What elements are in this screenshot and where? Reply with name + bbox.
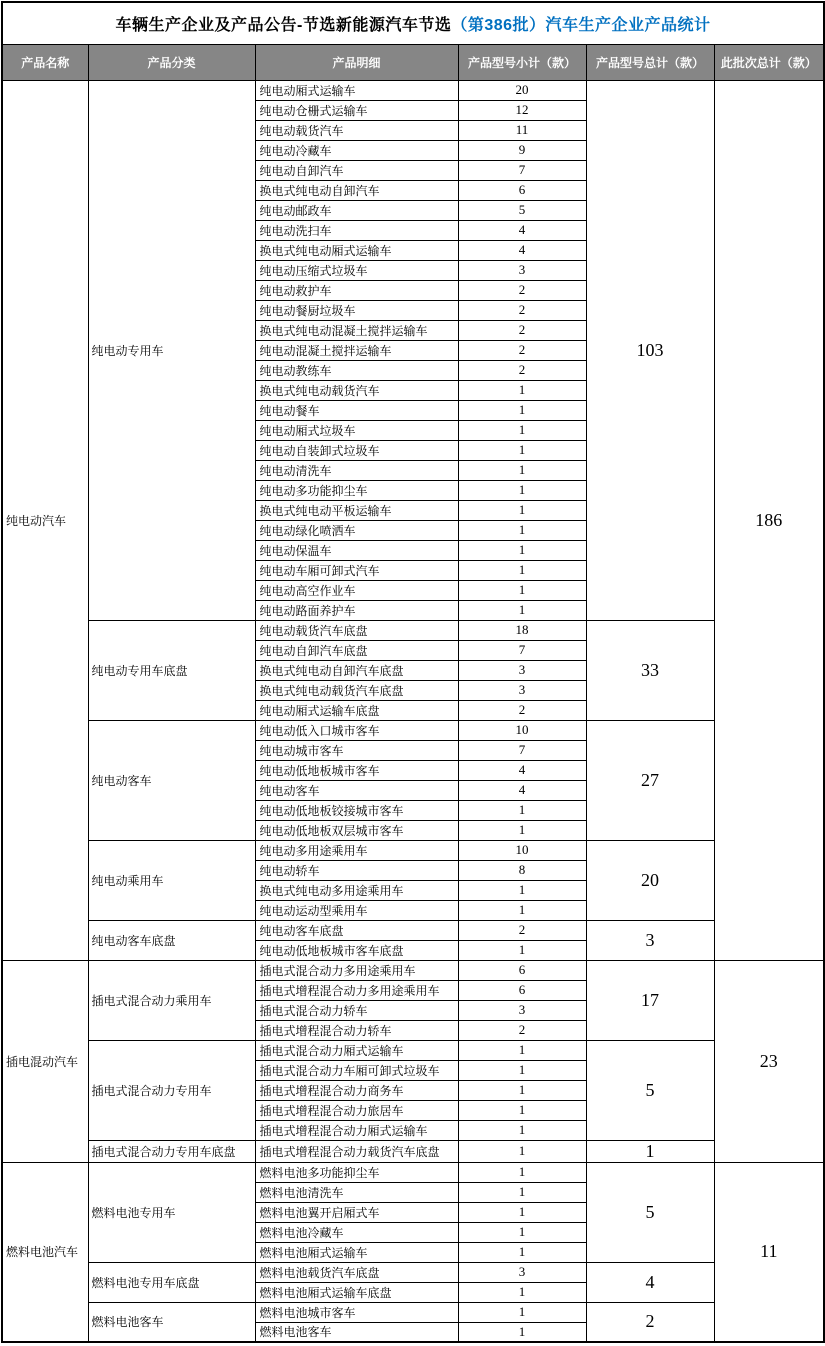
batch-total-cell: 23 bbox=[714, 960, 824, 1162]
category-total-cell: 27 bbox=[586, 720, 714, 840]
detail-cell: 纯电动多用途乘用车 bbox=[255, 840, 458, 860]
model-subtotal-cell: 4 bbox=[458, 220, 586, 240]
column-header-batch-total: 此批次总计（款） bbox=[714, 44, 824, 80]
category-cell: 燃料电池客车 bbox=[88, 1302, 255, 1342]
category-cell: 燃料电池专用车底盘 bbox=[88, 1262, 255, 1302]
model-subtotal-cell: 2 bbox=[458, 340, 586, 360]
detail-cell: 插电式增程混合动力旅居车 bbox=[255, 1100, 458, 1120]
detail-cell: 纯电动厢式垃圾车 bbox=[255, 420, 458, 440]
model-subtotal-cell: 1 bbox=[458, 500, 586, 520]
column-header-product-name: 产品名称 bbox=[2, 44, 88, 80]
model-subtotal-cell: 3 bbox=[458, 1262, 586, 1282]
model-subtotal-cell: 9 bbox=[458, 140, 586, 160]
product-name-cell: 纯电动汽车 bbox=[2, 80, 88, 960]
detail-cell: 纯电动厢式运输车底盘 bbox=[255, 700, 458, 720]
detail-cell: 纯电动低地板城市客车 bbox=[255, 760, 458, 780]
column-header-model-total: 产品型号总计（款） bbox=[586, 44, 714, 80]
model-subtotal-cell: 1 bbox=[458, 1060, 586, 1080]
model-subtotal-cell: 1 bbox=[458, 1242, 586, 1262]
detail-cell: 换电式纯电动厢式运输车 bbox=[255, 240, 458, 260]
table-row bbox=[2, 1140, 824, 1162]
model-subtotal-cell: 1 bbox=[458, 580, 586, 600]
category-cell: 纯电动专用车底盘 bbox=[88, 620, 255, 720]
detail-cell: 纯电动低地板铰接城市客车 bbox=[255, 800, 458, 820]
detail-cell: 纯电动低地板双层城市客车 bbox=[255, 820, 458, 840]
product-name-cell: 燃料电池汽车 bbox=[2, 1162, 88, 1342]
detail-cell: 纯电动自装卸式垃圾车 bbox=[255, 440, 458, 460]
detail-cell: 换电式纯电动载货汽车 bbox=[255, 380, 458, 400]
detail-cell: 插电式增程混合动力商务车 bbox=[255, 1080, 458, 1100]
detail-cell: 纯电动城市客车 bbox=[255, 740, 458, 760]
model-subtotal-cell: 7 bbox=[458, 640, 586, 660]
model-subtotal-cell: 3 bbox=[458, 660, 586, 680]
model-subtotal-cell: 11 bbox=[458, 120, 586, 140]
category-cell: 纯电动客车 bbox=[88, 720, 255, 840]
model-subtotal-cell: 2 bbox=[458, 300, 586, 320]
detail-cell: 纯电动自卸汽车 bbox=[255, 160, 458, 180]
model-subtotal-cell: 18 bbox=[458, 620, 586, 640]
detail-cell: 插电式增程混合动力多用途乘用车 bbox=[255, 980, 458, 1000]
model-subtotal-cell: 2 bbox=[458, 700, 586, 720]
model-subtotal-cell: 3 bbox=[458, 680, 586, 700]
detail-cell: 燃料电池厢式运输车 bbox=[255, 1242, 458, 1262]
model-subtotal-cell: 10 bbox=[458, 720, 586, 740]
detail-cell: 插电式混合动力厢式运输车 bbox=[255, 1040, 458, 1060]
model-subtotal-cell: 1 bbox=[458, 1100, 586, 1120]
model-subtotal-cell: 1 bbox=[458, 800, 586, 820]
detail-cell: 燃料电池冷藏车 bbox=[255, 1222, 458, 1242]
detail-cell: 纯电动冷藏车 bbox=[255, 140, 458, 160]
category-cell: 燃料电池专用车 bbox=[88, 1162, 255, 1262]
model-subtotal-cell: 1 bbox=[458, 1222, 586, 1242]
table-row bbox=[2, 620, 824, 640]
model-subtotal-cell: 20 bbox=[458, 80, 586, 100]
detail-cell: 纯电动车厢可卸式汽车 bbox=[255, 560, 458, 580]
detail-cell: 换电式纯电动混凝土搅拌运输车 bbox=[255, 320, 458, 340]
category-total-cell: 33 bbox=[586, 620, 714, 720]
table-row bbox=[2, 1162, 824, 1182]
detail-cell: 纯电动绿化喷洒车 bbox=[255, 520, 458, 540]
model-subtotal-cell: 1 bbox=[458, 940, 586, 960]
category-total-cell: 20 bbox=[586, 840, 714, 920]
table-row bbox=[2, 920, 824, 940]
category-cell: 插电式混合动力专用车底盘 bbox=[88, 1140, 255, 1162]
model-subtotal-cell: 1 bbox=[458, 1080, 586, 1100]
model-subtotal-cell: 7 bbox=[458, 740, 586, 760]
model-subtotal-cell: 1 bbox=[458, 1162, 586, 1182]
column-header-model-subtotal: 产品型号小计（款） bbox=[458, 44, 586, 80]
title-row bbox=[2, 2, 824, 44]
model-subtotal-cell: 1 bbox=[458, 480, 586, 500]
model-subtotal-cell: 1 bbox=[458, 1322, 586, 1342]
detail-cell: 纯电动低地板城市客车底盘 bbox=[255, 940, 458, 960]
detail-cell: 纯电动载货汽车 bbox=[255, 120, 458, 140]
category-total-cell: 3 bbox=[586, 920, 714, 960]
category-cell: 纯电动乘用车 bbox=[88, 840, 255, 920]
category-cell: 插电式混合动力专用车 bbox=[88, 1040, 255, 1140]
model-subtotal-cell: 4 bbox=[458, 760, 586, 780]
detail-cell: 纯电动仓栅式运输车 bbox=[255, 100, 458, 120]
batch-total-cell: 11 bbox=[714, 1162, 824, 1342]
model-subtotal-cell: 3 bbox=[458, 260, 586, 280]
model-subtotal-cell: 1 bbox=[458, 540, 586, 560]
model-subtotal-cell: 1 bbox=[458, 460, 586, 480]
model-subtotal-cell: 1 bbox=[458, 400, 586, 420]
detail-cell: 插电式混合动力轿车 bbox=[255, 1000, 458, 1020]
detail-cell: 纯电动自卸汽车底盘 bbox=[255, 640, 458, 660]
model-subtotal-cell: 3 bbox=[458, 1000, 586, 1020]
model-subtotal-cell: 2 bbox=[458, 920, 586, 940]
detail-cell: 换电式纯电动多用途乘用车 bbox=[255, 880, 458, 900]
column-header-product-detail: 产品明细 bbox=[255, 44, 458, 80]
detail-cell: 燃料电池客车 bbox=[255, 1322, 458, 1342]
detail-cell: 换电式纯电动平板运输车 bbox=[255, 500, 458, 520]
table-row bbox=[2, 840, 824, 860]
category-total-cell: 103 bbox=[586, 80, 714, 620]
model-subtotal-cell: 4 bbox=[458, 780, 586, 800]
product-name-cell: 插电混动汽车 bbox=[2, 960, 88, 1162]
detail-cell: 插电式增程混合动力载货汽车底盘 bbox=[255, 1140, 458, 1162]
page-title-accent: （第386批）汽车生产企业产品统计 bbox=[451, 16, 711, 34]
detail-cell: 纯电动教练车 bbox=[255, 360, 458, 380]
category-cell: 纯电动专用车 bbox=[88, 80, 255, 620]
model-subtotal-cell: 1 bbox=[458, 440, 586, 460]
category-total-cell: 1 bbox=[586, 1140, 714, 1162]
model-subtotal-cell: 1 bbox=[458, 380, 586, 400]
detail-cell: 换电式纯电动自卸汽车底盘 bbox=[255, 660, 458, 680]
table-row bbox=[2, 80, 824, 100]
detail-cell: 纯电动轿车 bbox=[255, 860, 458, 880]
model-subtotal-cell: 2 bbox=[458, 360, 586, 380]
model-subtotal-cell: 2 bbox=[458, 280, 586, 300]
detail-cell: 纯电动高空作业车 bbox=[255, 580, 458, 600]
detail-cell: 插电式增程混合动力轿车 bbox=[255, 1020, 458, 1040]
model-subtotal-cell: 1 bbox=[458, 820, 586, 840]
model-subtotal-cell: 1 bbox=[458, 600, 586, 620]
table-row bbox=[2, 960, 824, 980]
category-total-cell: 4 bbox=[586, 1262, 714, 1302]
detail-cell: 燃料电池载货汽车底盘 bbox=[255, 1262, 458, 1282]
model-subtotal-cell: 1 bbox=[458, 1282, 586, 1302]
category-total-cell: 17 bbox=[586, 960, 714, 1040]
detail-cell: 插电式混合动力多用途乘用车 bbox=[255, 960, 458, 980]
model-subtotal-cell: 1 bbox=[458, 900, 586, 920]
column-header-product-category: 产品分类 bbox=[88, 44, 255, 80]
page-title-main: 车辆生产企业及产品公告-节选新能源汽车节选 bbox=[115, 16, 452, 34]
model-subtotal-cell: 2 bbox=[458, 1020, 586, 1040]
model-subtotal-cell: 1 bbox=[458, 1040, 586, 1060]
detail-cell: 纯电动低入口城市客车 bbox=[255, 720, 458, 740]
detail-cell: 纯电动清洗车 bbox=[255, 460, 458, 480]
table-row bbox=[2, 1302, 824, 1322]
detail-cell: 纯电动客车底盘 bbox=[255, 920, 458, 940]
detail-cell: 燃料电池城市客车 bbox=[255, 1302, 458, 1322]
model-subtotal-cell: 1 bbox=[458, 1140, 586, 1162]
model-subtotal-cell: 1 bbox=[458, 880, 586, 900]
model-subtotal-cell: 1 bbox=[458, 560, 586, 580]
model-subtotal-cell: 1 bbox=[458, 1202, 586, 1222]
detail-cell: 纯电动混凝土搅拌运输车 bbox=[255, 340, 458, 360]
model-subtotal-cell: 5 bbox=[458, 200, 586, 220]
detail-cell: 燃料电池厢式运输车底盘 bbox=[255, 1282, 458, 1302]
page-title bbox=[2, 2, 824, 44]
table-row bbox=[2, 1040, 824, 1060]
header-row bbox=[2, 44, 824, 80]
detail-cell: 纯电动救护车 bbox=[255, 280, 458, 300]
model-subtotal-cell: 1 bbox=[458, 520, 586, 540]
model-subtotal-cell: 1 bbox=[458, 1120, 586, 1140]
category-total-cell: 2 bbox=[586, 1302, 714, 1342]
category-cell: 纯电动客车底盘 bbox=[88, 920, 255, 960]
model-subtotal-cell: 12 bbox=[458, 100, 586, 120]
detail-cell: 纯电动多功能抑尘车 bbox=[255, 480, 458, 500]
table-row bbox=[2, 1262, 824, 1282]
batch-total-cell: 186 bbox=[714, 80, 824, 960]
detail-cell: 燃料电池清洗车 bbox=[255, 1182, 458, 1202]
model-subtotal-cell: 6 bbox=[458, 180, 586, 200]
model-subtotal-cell: 10 bbox=[458, 840, 586, 860]
category-cell: 插电式混合动力乘用车 bbox=[88, 960, 255, 1040]
detail-cell: 纯电动客车 bbox=[255, 780, 458, 800]
category-total-cell: 5 bbox=[586, 1040, 714, 1140]
detail-cell: 纯电动餐车 bbox=[255, 400, 458, 420]
model-subtotal-cell: 7 bbox=[458, 160, 586, 180]
detail-cell: 燃料电池多功能抑尘车 bbox=[255, 1162, 458, 1182]
detail-cell: 纯电动运动型乘用车 bbox=[255, 900, 458, 920]
detail-cell: 插电式增程混合动力厢式运输车 bbox=[255, 1120, 458, 1140]
detail-cell: 纯电动餐厨垃圾车 bbox=[255, 300, 458, 320]
model-subtotal-cell: 1 bbox=[458, 420, 586, 440]
detail-cell: 燃料电池翼开启厢式车 bbox=[255, 1202, 458, 1222]
model-subtotal-cell: 4 bbox=[458, 240, 586, 260]
detail-cell: 纯电动厢式运输车 bbox=[255, 80, 458, 100]
detail-cell: 纯电动洗扫车 bbox=[255, 220, 458, 240]
detail-cell: 换电式纯电动载货汽车底盘 bbox=[255, 680, 458, 700]
detail-cell: 纯电动压缩式垃圾车 bbox=[255, 260, 458, 280]
detail-cell: 插电式混合动力车厢可卸式垃圾车 bbox=[255, 1060, 458, 1080]
model-subtotal-cell: 8 bbox=[458, 860, 586, 880]
table-row bbox=[2, 720, 824, 740]
model-subtotal-cell: 1 bbox=[458, 1302, 586, 1322]
detail-cell: 换电式纯电动自卸汽车 bbox=[255, 180, 458, 200]
detail-cell: 纯电动保温车 bbox=[255, 540, 458, 560]
model-subtotal-cell: 6 bbox=[458, 980, 586, 1000]
detail-cell: 纯电动路面养护车 bbox=[255, 600, 458, 620]
detail-cell: 纯电动邮政车 bbox=[255, 200, 458, 220]
product-statistics-table bbox=[1, 1, 825, 1343]
category-total-cell: 5 bbox=[586, 1162, 714, 1262]
model-subtotal-cell: 6 bbox=[458, 960, 586, 980]
model-subtotal-cell: 2 bbox=[458, 320, 586, 340]
detail-cell: 纯电动载货汽车底盘 bbox=[255, 620, 458, 640]
model-subtotal-cell: 1 bbox=[458, 1182, 586, 1202]
